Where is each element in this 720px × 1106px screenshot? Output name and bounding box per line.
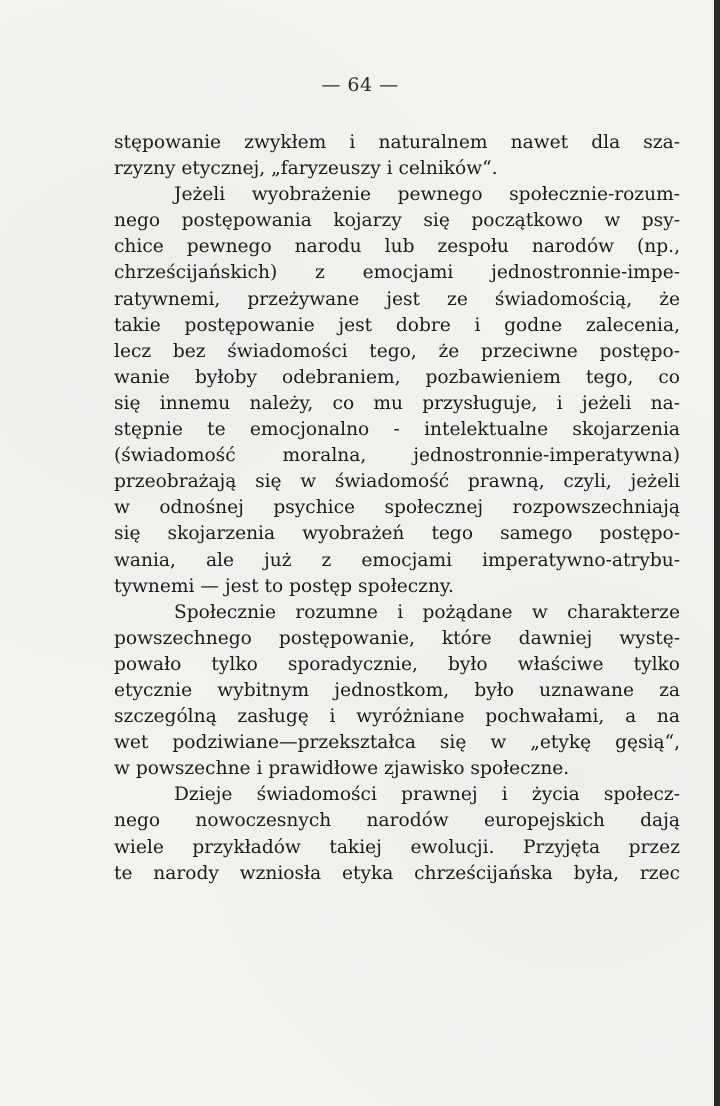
text-line-7: ratywnemi, przeżywane jest ze świadomością, że bbox=[114, 288, 680, 310]
page-edge-shadow bbox=[714, 0, 720, 1106]
text-line-12: stępnie te emocjonalno - intelektualne skojarzenia bbox=[114, 419, 680, 441]
text-line-15: w odnośnej psychice społecznej rozpowszechniają bbox=[114, 497, 680, 519]
text-line-18: tywnemi — jest to postęp społeczny. bbox=[114, 575, 454, 597]
page-number: — 64 — bbox=[321, 74, 399, 96]
text-line-20: powszechnego postępowanie, które dawniej wystę- bbox=[114, 627, 680, 649]
text-line-26: Dzieje świadomości prawnej i życia społecz- bbox=[174, 784, 680, 806]
text-line-19: Społecznie rozumne i pożądane w charakterze bbox=[174, 601, 680, 623]
text-line-23: szczególną zasługę i wyróżniane pochwałami, a na bbox=[114, 706, 680, 728]
text-line-14: przeobrażają się w świadomość prawną, czyli, jeżeli bbox=[114, 471, 680, 493]
text-line-5: chice pewnego narodu lub zespołu narodów (np., bbox=[114, 236, 680, 258]
text-line-24: wet podziwiane—przekształca się w „etykę gęsią“, bbox=[114, 732, 680, 754]
text-line-8: takie postępowanie jest dobre i godne zalecenia, bbox=[114, 314, 680, 336]
body-text bbox=[114, 130, 680, 887]
text-line-27: nego nowoczesnych narodów europejskich dają bbox=[114, 810, 680, 832]
text-line-4: nego postępowania kojarzy się początkowo w psy- bbox=[114, 210, 680, 232]
text-line-21: powało tylko sporadycznie, było właściwe tylko bbox=[114, 653, 680, 675]
text-line-11: się innemu należy, co mu przysługuje, i jeżeli na- bbox=[114, 392, 680, 414]
text-line-22: etycznie wybitnym jednostkom, było uznawane za bbox=[114, 679, 680, 701]
text-line-16: się skojarzenia wyobrażeń tego samego postępo- bbox=[114, 523, 680, 545]
text-line-25: w powszechne i prawidłowe zjawisko społeczne. bbox=[114, 758, 570, 780]
text-line-2: rzyzny etycznej, „faryzeuszy i celników“. bbox=[114, 158, 498, 180]
text-line-13: (świadomość moralna, jednostronnie-imperatywna) bbox=[114, 445, 680, 467]
text-line-1: stępowanie zwykłem i naturalnem nawet dla sza- bbox=[114, 132, 680, 153]
text-line-29: te narody wzniosła etyka chrześcijańska była, rzec bbox=[114, 862, 680, 884]
text-line-17: wania, ale już z emocjami imperatywno-atrybu- bbox=[114, 549, 680, 571]
text-line-28: wiele przykładów takiej ewolucji. Przyjęta przez bbox=[114, 836, 680, 858]
text-line-6: chrześcijańskich) z emocjami jednostronnie-impe- bbox=[114, 262, 680, 284]
text-line-10: wanie byłoby odebraniem, pozbawieniem tego, co bbox=[114, 366, 680, 388]
text-line-9: lecz bez świadomości tego, że przeciwne postępo- bbox=[114, 340, 680, 362]
text-line-3: Jeżeli wyobrażenie pewnego społecznie-rozum- bbox=[174, 184, 680, 206]
